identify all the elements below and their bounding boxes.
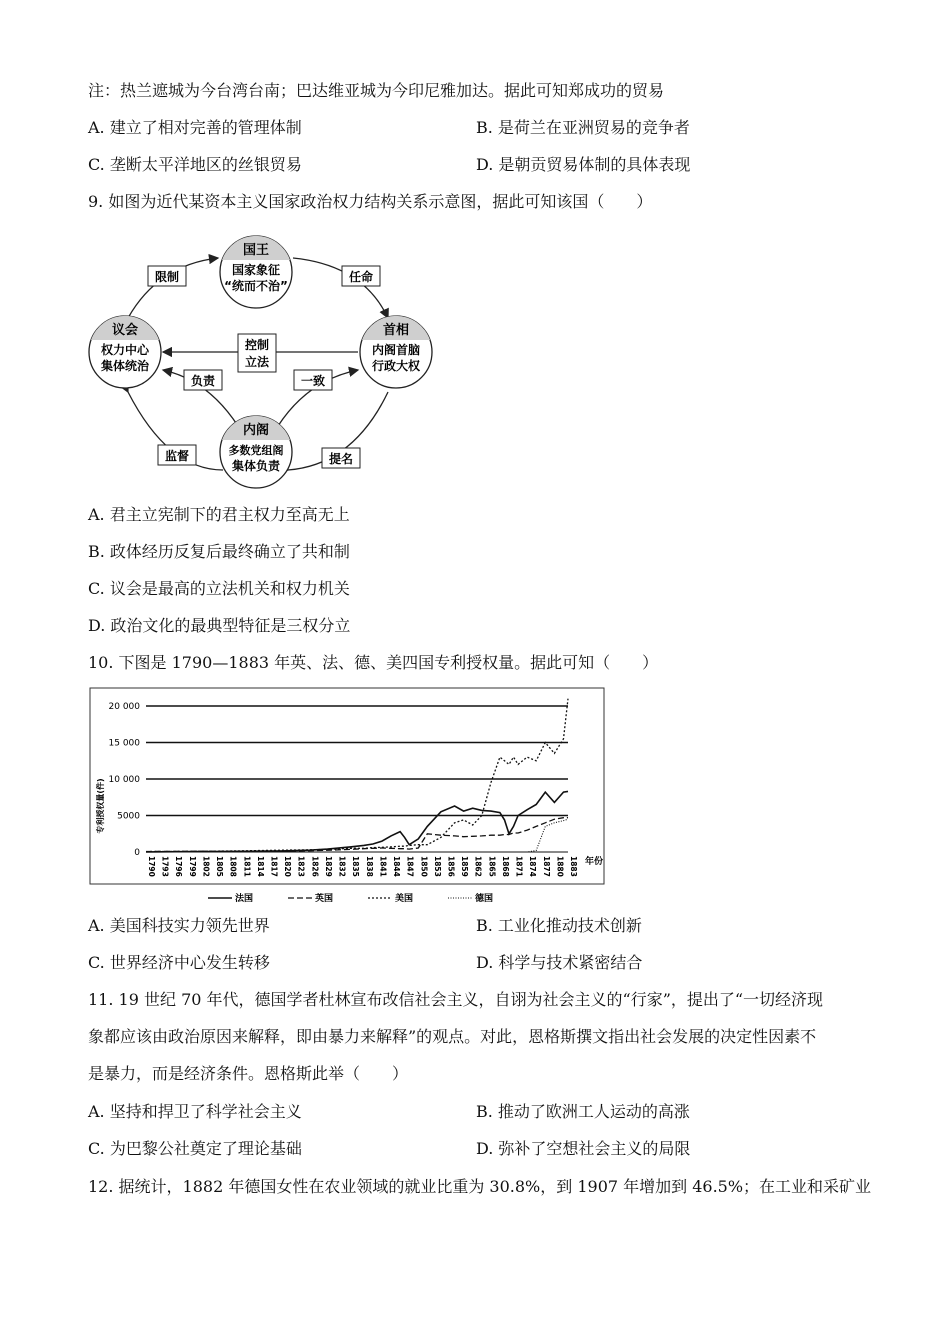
chart-x-tick-label: 1850 — [419, 856, 429, 877]
cabinet-line1: 多数党组阁 — [228, 444, 284, 457]
patent-chart — [88, 686, 608, 908]
q11-option-c[interactable]: C. 为巴黎公社奠定了理论基础 — [88, 1139, 302, 1158]
cabinet-node — [220, 416, 292, 488]
label-restrict: 限制 — [154, 270, 180, 284]
chart-x-tick-label: 1796 — [174, 856, 184, 877]
chart-x-tick-label: 1793 — [160, 856, 170, 877]
chart-x-tick-label: 1829 — [323, 856, 333, 877]
q11-line-3: 是暴力，而是经济条件。恩格斯此举（ ） — [88, 1064, 409, 1083]
q9-option-d[interactable]: D. 政治文化的最典型特征是三权分立 — [88, 616, 351, 635]
parliament-title: 议会 — [111, 323, 139, 338]
chart-x-tick-label: 1880 — [555, 856, 565, 877]
chart-x-tick-label: 1832 — [337, 856, 347, 877]
chart-x-tick-label: 1817 — [269, 856, 279, 877]
label-responsible: 负责 — [190, 374, 216, 388]
q10-stem: 10. 下图是 1790—1883 年英、法、德、美四国专利授权量。据此可知（ ） — [88, 653, 659, 672]
chart-y-tick-label: 15 000 — [108, 738, 140, 749]
chart-x-tick-label: 1808 — [228, 856, 238, 877]
chart-series-德国 — [146, 819, 568, 852]
label-nominate: 提名 — [328, 452, 354, 466]
q10-option-a[interactable]: A. 美国科技实力领先世界 — [88, 916, 270, 935]
chart-x-tick-label: 1883 — [569, 856, 578, 877]
pm-title: 首相 — [382, 323, 410, 338]
q8-option-c[interactable]: C. 垄断太平洋地区的丝银贸易 — [88, 155, 302, 174]
chart-x-tick-label: 1820 — [283, 856, 293, 877]
chart-x-tick-label: 1835 — [351, 856, 361, 877]
q10-option-c[interactable]: C. 世界经济中心发生转移 — [88, 953, 270, 972]
pm-line2: 行政大权 — [371, 359, 421, 373]
chart-x-tick-label: 1877 — [541, 856, 551, 877]
chart-x-tick-label: 1811 — [242, 856, 252, 877]
chart-x-tick-label: 1814 — [255, 856, 265, 877]
q9-stem: 9. 如图为近代某资本主义国家政治权力结构关系示意图，据此可知该国（ ） — [88, 192, 653, 211]
chart-x-tick-label: 1838 — [364, 856, 374, 877]
q10-option-b[interactable]: B. 工业化推动技术创新 — [476, 916, 642, 935]
chart-y-tick-label: 10 000 — [108, 775, 140, 785]
q11-line-1: 11. 19 世纪 70 年代，德国学者杜林宣布改信社会主义，自诩为社会主义的“行家”，提出了“一切经济现 — [88, 990, 824, 1009]
chart-legend-label: 法国 — [235, 894, 254, 904]
chart-x-tick-label: 1799 — [187, 856, 197, 877]
chart-x-tick-label: 1853 — [432, 856, 442, 877]
chart-x-tick-label: 1865 — [487, 856, 497, 877]
chart-x-tick-label: 1805 — [215, 856, 225, 877]
parliament-line1: 权力中心 — [100, 343, 150, 357]
chart-y-tick-label: 5000 — [117, 811, 140, 822]
chart-y-tick-label: 0 — [134, 848, 140, 858]
chart-x-tick-label: 1874 — [528, 856, 538, 877]
chart-x-tick-label: 1790 — [147, 856, 156, 877]
chart-x-tick-label: 1856 — [446, 856, 456, 877]
king-node — [220, 236, 292, 308]
chart-x-tick-label: 1841 — [378, 856, 388, 877]
q10-option-d[interactable]: D. 科学与技术紧密结合 — [476, 953, 643, 972]
chart-x-tick-label: 1802 — [201, 856, 211, 877]
chart-y-tick-label: 20 000 — [108, 702, 140, 712]
label-legislate: 立法 — [244, 355, 270, 369]
q11-option-d[interactable]: D. 弥补了空想社会主义的局限 — [476, 1139, 691, 1158]
chart-x-tick-label: 1844 — [392, 856, 402, 877]
chart-x-tick-label: 1859 — [460, 856, 470, 877]
chart-x-tick-label: 1862 — [473, 856, 483, 877]
chart-y-axis-label: 专利授权量(件) — [96, 778, 105, 834]
q11-option-a[interactable]: A. 坚持和捍卫了科学社会主义 — [88, 1102, 302, 1121]
chart-series-美国 — [146, 699, 568, 852]
chart-legend-label: 美国 — [395, 894, 414, 904]
parliament-line2: 集体统治 — [100, 359, 150, 373]
label-control: 控制 — [244, 338, 270, 352]
q9-option-c[interactable]: C. 议会是最高的立法机关和权力机关 — [88, 579, 350, 598]
pm-line1: 内阁首脑 — [371, 343, 421, 357]
chart-x-tick-label: 1826 — [310, 856, 320, 877]
q11-line-2: 象都应该由政治原因来解释，即由暴力来解释”的观点。对此，恩格斯撰文指出社会发展的决定性因素不 — [88, 1027, 817, 1046]
q12-stem: 12. 据统计，1882 年德国女性在农业领域的就业比重为 30.8%，到 1907 年增加到 46.5%；在工业和采矿业 — [88, 1177, 872, 1196]
chart-x-tick-label: 1871 — [514, 856, 524, 877]
king-title: 国王 — [242, 243, 270, 258]
q11-option-b[interactable]: B. 推动了欧洲工人运动的高涨 — [476, 1102, 690, 1121]
king-line2: “统而不治” — [224, 279, 288, 293]
power-structure-diagram — [88, 230, 448, 495]
chart-legend-label: 英国 — [315, 894, 334, 904]
chart-x-tick-label: 1868 — [500, 856, 510, 877]
q8-note: 注：热兰遮城为今台湾台南；巴达维亚城为今印尼雅加达。据此可知郑成功的贸易 — [88, 81, 665, 100]
q8-option-b[interactable]: B. 是荷兰在亚洲贸易的竞争者 — [476, 118, 690, 137]
chart-x-tick-label: 1823 — [296, 856, 306, 877]
label-supervise: 监督 — [164, 449, 190, 463]
q9-option-b[interactable]: B. 政体经历反复后最终确立了共和制 — [88, 542, 350, 561]
king-line1: 国家象征 — [231, 263, 281, 277]
label-appoint: 任命 — [348, 270, 374, 284]
chart-series-法国 — [146, 791, 568, 852]
cabinet-line2: 集体负责 — [231, 459, 281, 473]
chart-legend-label: 德国 — [475, 894, 494, 904]
q9-option-a[interactable]: A. 君主立宪制下的君主权力至高无上 — [88, 505, 350, 524]
q8-option-d[interactable]: D. 是朝贡贸易体制的具体表现 — [476, 155, 691, 174]
q8-option-a[interactable]: A. 建立了相对完善的管理体制 — [88, 118, 302, 137]
cabinet-title: 内阁 — [242, 423, 270, 438]
label-consistent: 一致 — [300, 374, 326, 388]
pm-node — [360, 316, 432, 388]
parliament-node — [89, 316, 161, 388]
chart-x-tick-label: 1847 — [405, 856, 415, 877]
chart-x-axis-label: 年份 — [584, 857, 604, 867]
